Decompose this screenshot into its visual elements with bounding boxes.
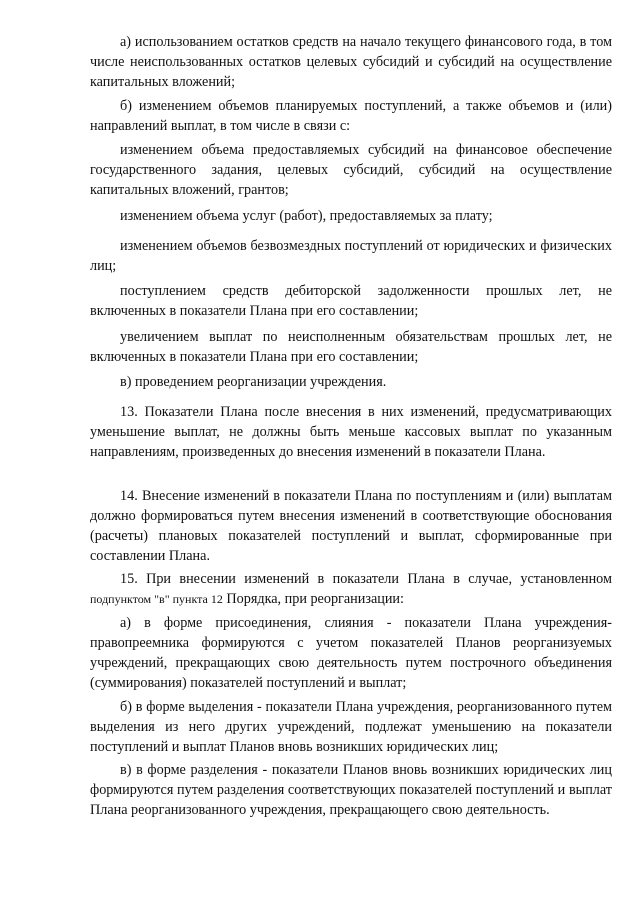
paragraph-text: поступлением средств дебиторской задолженности прошлых лет, не включенных в показатели Плана при его составлении; <box>90 283 612 319</box>
paragraph-subsidies-change <box>90 140 612 200</box>
paragraph-unfulfilled-obligations <box>90 327 612 367</box>
paragraph-text: в) в форме разделения - показатели Планов вновь возникших юридических лиц формируются путем разделения соответствующих показателей поступлений и выплат Плана реорганизованного учреждения, прекращающего свою деятельность. <box>90 762 612 818</box>
paragraph-item-13 <box>90 402 612 462</box>
paragraph-text: 14. Внесение изменений в показатели Плана по поступлениям и (или) выплатам должно формироваться путем внесения изменений в соответствующие обоснования (расчеты) плановых показателей поступлений и выплат, сформированные при составлении Плана. <box>90 488 612 564</box>
paragraph-receivables <box>90 281 612 321</box>
paragraph-text: увеличением выплат по неисполненным обязательствам прошлых лет, не включенных в показатели Плана при его составлении; <box>90 329 612 365</box>
paragraph-use-of-balances <box>90 32 612 92</box>
paragraph-text: 13. Показатели Плана после внесения в них изменений, предусматривающих уменьшение выплат, не должны быть меньше кассовых выплат по указанным направлениям, произведенных до внесения изменений в показатели Плана. <box>90 404 612 460</box>
paragraph-text: изменением объемов безвозмездных поступлений от юридических и физических лиц; <box>90 238 612 274</box>
paragraph-text-after: Порядка, при реорганизации: <box>222 591 404 607</box>
paragraph-paid-services <box>90 206 612 226</box>
paragraph-gratuitous-receipts <box>90 236 612 276</box>
paragraph-spin-off <box>90 697 612 757</box>
paragraph-item-15 <box>90 569 612 609</box>
paragraph-reorganization <box>90 372 612 392</box>
paragraph-text: а) в форме присоединения, слияния - показатели Плана учреждения-правопреемника формируются с учетом показателей Планов реорганизуемых учреждений, прекращающих свою деятельность путем построчного объединения (суммирования) показателей поступлений и выплат; <box>90 615 612 691</box>
paragraph-text: б) в форме выделения - показатели Плана учреждения, реорганизованного путем выделения из него других учреждений, подлежат уменьшению на показатели поступлений и выплат Планов вновь возникших юридических лиц; <box>90 699 612 755</box>
paragraph-text: изменением объема предоставляемых субсидий на финансовое обеспечение государственного задания, целевых субсидий, субсидий на осуществление капитальных вложений, грантов; <box>90 142 612 198</box>
paragraph-text-before: 15. При внесении изменений в показатели Плана в случае, установленном <box>120 571 612 587</box>
paragraph-text: изменением объема услуг (работ), предоставляемых за плату; <box>120 208 493 224</box>
cross-reference-link[interactable]: подпунктом "в" пункта 12 <box>90 592 223 606</box>
paragraph-text: а) использованием остатков средств на начало текущего финансового года, в том числе неиспользованных остатков целевых субсидий и субсидий на осуществление капитальных вложений; <box>90 34 612 90</box>
paragraph-item-14 <box>90 486 612 566</box>
paragraph-division <box>90 760 612 820</box>
paragraph-text: в) проведением реорганизации учреждения. <box>120 374 387 390</box>
paragraph-changes-volumes <box>90 96 612 136</box>
paragraph-text: б) изменением объемов планируемых поступлений, а также объемов и (или) направлений выплат, в том числе в связи с: <box>90 98 612 134</box>
paragraph-merger <box>90 613 612 693</box>
